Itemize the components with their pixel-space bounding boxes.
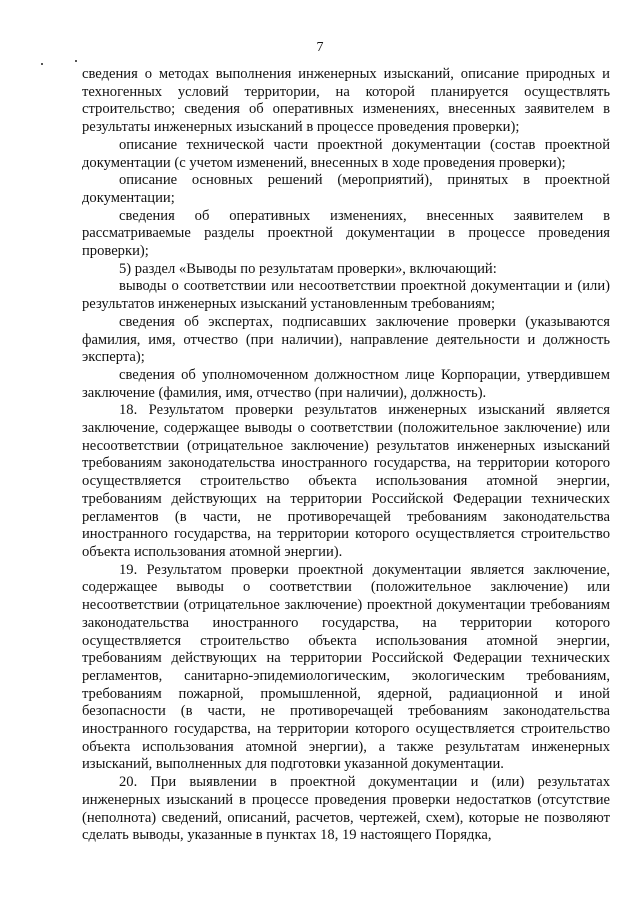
paragraph-item-20: 20. При выявлении в проектной документации и (или) результатах инженерных изысканий в процессе проведения проверки недостатков (отсутствие (неполнота) сведений, описаний, расчетов, чертежей, схем), которые не позволяют сделать выводы, указанные в пунктах 18, 19 настоящего Порядка,: [82, 774, 610, 844]
paragraph: сведения об уполномоченном должностном лице Корпорации, утвердившем заключение (фамилия, имя, отчество (при наличии), должность).: [82, 366, 610, 401]
paragraph: сведения об оперативных изменениях, внесенных заявителем в рассматриваемые разделы проектной документации в процессе проведения проверки);: [82, 207, 610, 260]
paragraph: сведения о методах выполнения инженерных изысканий, описание природных и техногенных условий территории, на которой планируется осуществлять строительство; сведения об оперативных изменениях, внесенных заявителем в результаты инженерных изысканий в процессе проведения проверки);: [82, 66, 610, 136]
paragraph: 5) раздел «Выводы по результатам проверки», включающий:: [119, 260, 497, 277]
paragraph-item-19: 19. Результатом проверки проектной документации является заключение, содержащее выводы о соответствии (положительное заключение) или несоответствии (отрицательное заключение) проектной документации требованиям законодательства иностранного государства, на территории которого осуществляется строительство объекта использования атомной энергии, требованиям действующих на территории Российской Федерации технических регламентов, санитарно-эпидемиологическим, экологическим требованиям, требованиям пожарной, промышленной, ядерной, радиационной и иной безопасности (в части, не противоречащей требованиям законодательства иностранного государства, на территории которого осуществляется строительство объекта использования атомной энергии), а также результатам инженерных изысканий, выполненных для подготовки указанной документации.: [82, 561, 610, 773]
paragraph: выводы о соответствии или несоответствии проектной документации и (или) результатов инженерных изысканий установленным требованиям;: [82, 278, 610, 313]
paragraph-item-18: 18. Результатом проверки результатов инженерных изысканий является заключение, содержащее выводы о соответствии (положительное заключение) или несоответствии (отрицательное заключение) результатов инженерных изысканий требованиям законодательства иностранного государства, на территории которого осуществляется строительство объекта использования атомной энергии, требованиям действующих на территории Российской Федерации технических регламентов (в части, не противоречащей требованиям законодательства иностранного государства, на территории которого осуществляется строительство объекта использования атомной энергии).: [82, 402, 610, 560]
paragraph: описание технической части проектной документации (состав проектной документации (с учетом изменений, внесенных в ходе проведения проверки);: [82, 136, 610, 171]
paragraph: сведения об экспертах, подписавших заключение проверки (указываются фамилия, имя, отчество (при наличии), направление деятельности и должность эксперта);: [82, 313, 610, 366]
scan-mark: [75, 60, 77, 62]
paragraph: описание основных решений (мероприятий), принятых в проектной документации;: [82, 172, 610, 206]
document-body: [82, 66, 610, 845]
scan-mark: [41, 63, 43, 65]
page-number: 7: [316, 40, 324, 55]
